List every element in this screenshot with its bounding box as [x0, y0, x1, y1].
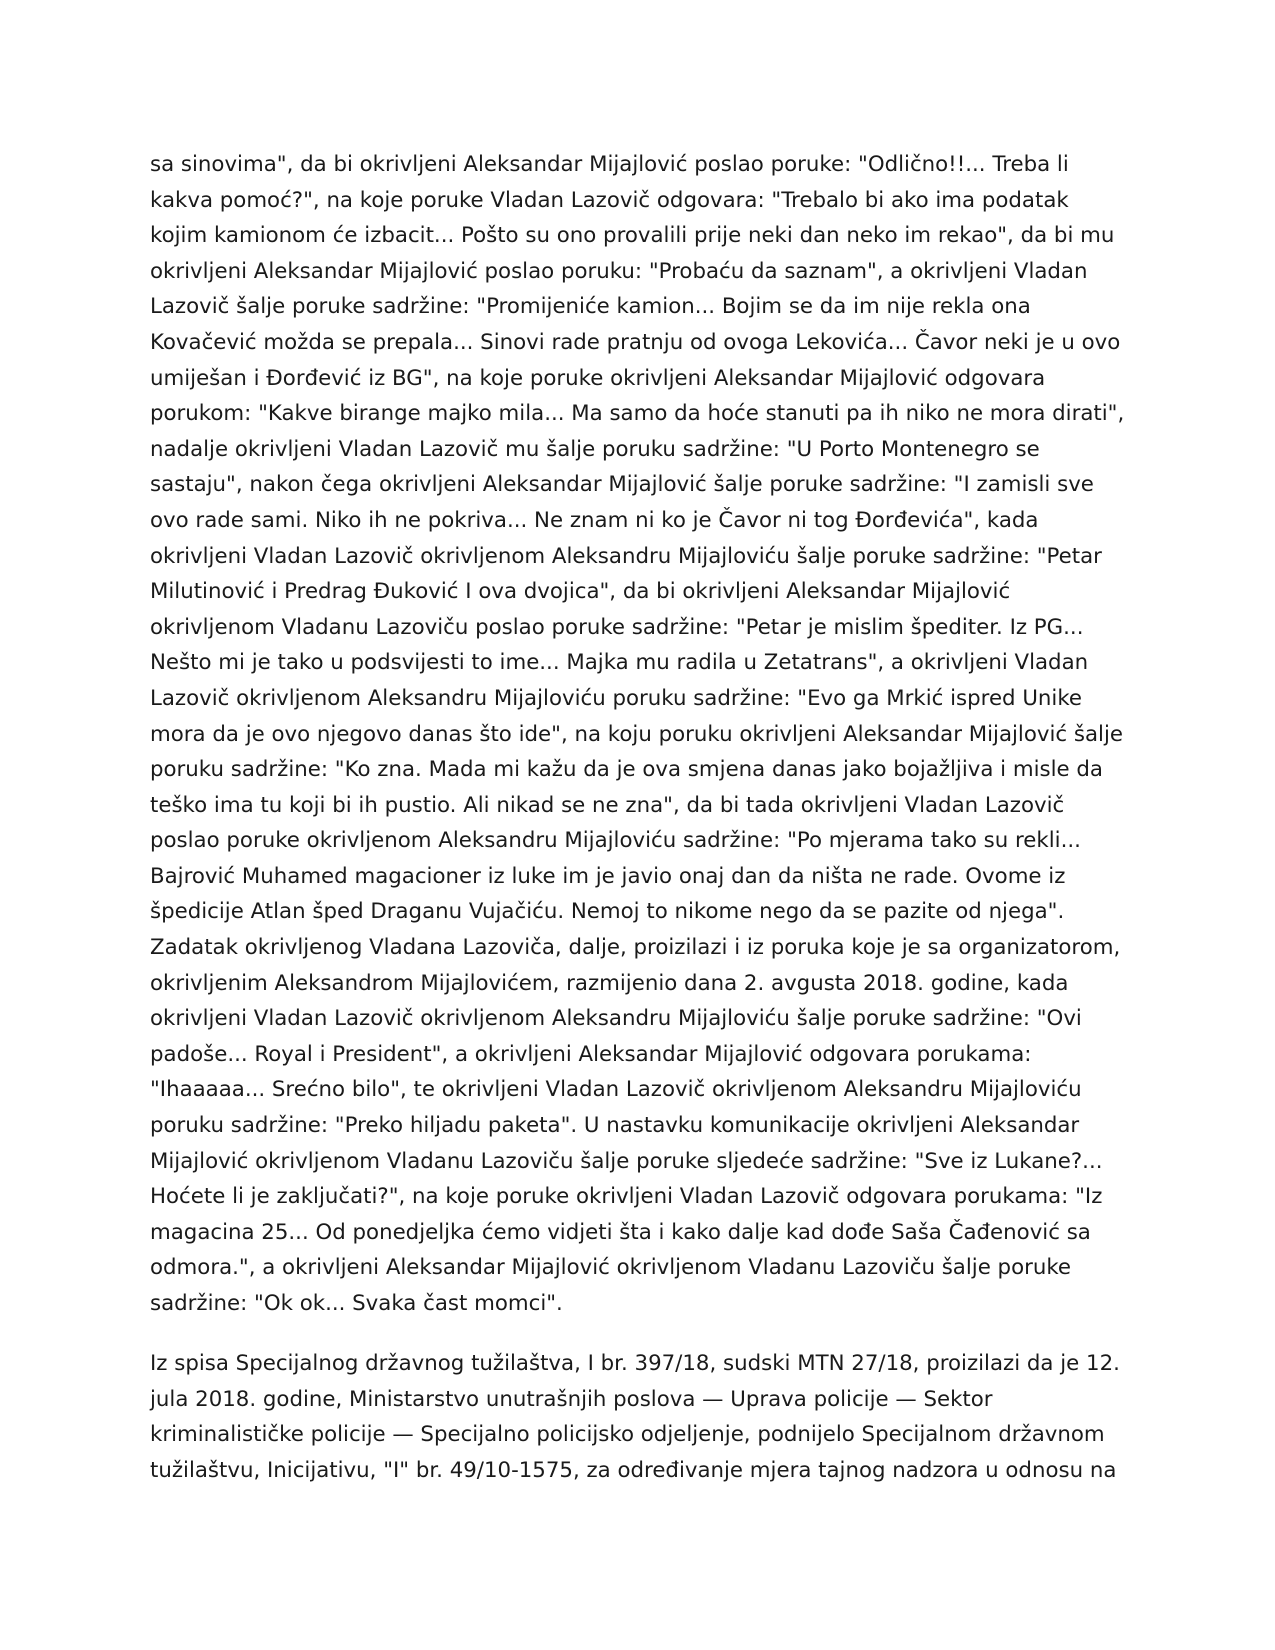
text-line: okrivljenim Aleksandrom Mijajlovićem, razmijenio dana 2. avgusta 2018. godine, kada: [150, 970, 1069, 996]
text-line: okrivljenom Vladanu Lazoviču poslao poruke sadržine: "Petar je mislim špediter. Iz PG...: [150, 614, 1084, 640]
text-line: mora da je ovo njegovo danas što ide", na koju poruku okrivljeni Aleksandar Mijajlović šalje: [150, 721, 1123, 747]
text-line: Mijajlović okrivljenom Vladanu Lazoviču šalje poruke sljedeće sadržine: "Sve iz Lukane?...: [150, 1148, 1103, 1174]
text-line: okrivljeni Vladan Lazovič okrivljenom Aleksandru Mijajloviću šalje poruke sadržine: "Ovi: [150, 1006, 1082, 1032]
text-line: Lazovič okrivljenom Aleksandru Mijajloviću poruku sadržine: "Evo ga Mrkić ispred Unike: [150, 685, 1083, 711]
text-line: kakva pomoć?", na koje poruke Vladan Lazovič odgovara: "Trebalo bi ako ima podatak: [150, 187, 1069, 213]
text-line: magacina 25... Od ponedjeljka ćemo vidjeti šta i kako dalje kad dođe Saša Čađenović sa: [150, 1219, 1091, 1245]
text-line: padoše... Royal i President", a okrivljeni Aleksandar Mijajlović odgovara porukama:: [150, 1041, 1032, 1067]
text-line: Milutinović i Predrag Đuković I ova dvojica", da bi okrivljeni Aleksandar Mijajlović: [150, 579, 1011, 605]
text-line: tužilaštvu, Inicijativu, "I" br. 49/10-1575, za određivanje mjera tajnog nadzora u odnosu na: [150, 1457, 1117, 1483]
text-line: poruku sadržine: "Ko zna. Mada mi kažu da je ova smjena danas jako bojažljiva i misle da: [150, 757, 1103, 783]
text-line: umiješan i Đorđević iz BG", na koje poruke okrivljeni Aleksandar Mijajlović odgovara: [150, 365, 1046, 391]
text-line: porukom: "Kakve birange majko mila... Ma samo da hoće stanuti pa ih niko ne mora dirati",: [150, 401, 1125, 427]
text-line: teško ima tu koji bi ih pustio. Ali nikad se ne zna", da bi tada okrivljeni Vladan Lazovič: [150, 792, 1065, 818]
text-line: "Ihaaaaa... Srećno bilo", te okrivljeni Vladan Lazovič okrivljenom Aleksandru Mijajloviću: [150, 1077, 1082, 1103]
body-paragraph-1: [150, 147, 1125, 1322]
text-line: sastaju", nakon čega okrivljeni Aleksandar Mijajlović šalje poruke sadržine: "I zamisli sve: [150, 472, 1094, 498]
text-line: sadržine: "Ok ok... Svaka čast momci".: [150, 1291, 563, 1316]
text-line: poruku sadržine: "Preko hiljadu paketa". U nastavku komunikacije okrivljeni Aleksandar: [150, 1113, 1080, 1139]
text-line: nadalje okrivljeni Vladan Lazovič mu šalje poruku sadržine: "U Porto Montenegro se: [150, 436, 1040, 462]
text-line: okrivljeni Aleksandar Mijajlović poslao poruku: "Probaću da saznam", a okrivljeni Vladan: [150, 258, 1088, 284]
text-line: Kovačević možda se prepala... Sinovi rade pratnju od ovoga Lekovića... Čavor neki je u ovo: [150, 329, 1121, 355]
text-line: okrivljeni Vladan Lazovič okrivljenom Aleksandru Mijajloviću šalje poruke sadržine: "Petar: [150, 543, 1102, 569]
text-line: kriminalističke policije — Specijalno policijsko odjeljenje, podnijelo Specijalnom državnom: [150, 1422, 1105, 1448]
body-paragraph-2: [150, 1346, 1125, 1488]
text-line: ovo rade sami. Niko ih ne pokriva... Ne znam ni ko je Čavor ni tog Đorđevića", kada: [150, 507, 1039, 533]
text-line: Bajrović Muhamed magacioner iz luke im je javio onaj dan da ništa ne rade. Ovome iz: [150, 863, 1066, 889]
text-line: odmora.", a okrivljeni Aleksandar Mijajlović okrivljenom Vladanu Lazoviču šalje poruke: [150, 1255, 1072, 1281]
text-line: Zadatak okrivljenog Vladana Lazoviča, dalje, proizilazi i iz poruka koje je sa organizatorom,: [150, 935, 1121, 961]
text-line: jula 2018. godine, Ministarstvo unutrašnjih poslova — Uprava policije — Sektor: [150, 1386, 993, 1412]
text-line: Hoćete li je zaključati?", na koje poruke okrivljeni Vladan Lazovič odgovara porukama: "Iz: [150, 1184, 1103, 1210]
text-line: Iz spisa Specijalnog državnog tužilaštva, I br. 397/18, sudski MTN 27/18, proizilazi da je 12.: [150, 1351, 1120, 1376]
text-line: poslao poruke okrivljenom Aleksandru Mijajloviću sadržine: "Po mjerama tako su rekli...: [150, 828, 1081, 854]
text-line: sa sinovima", da bi okrivljeni Aleksandar Mijajlović poslao poruke: "Odlično!!... Treba li: [150, 152, 1069, 177]
text-line: Lazovič šalje poruke sadržine: "Promijeniće kamion... Bojim se da im nije rekla ona: [150, 294, 1031, 320]
text-line: Nešto mi je tako u podsvijesti to ime... Majka mu radila u Zetatrans", a okrivljeni Vladan: [150, 650, 1089, 676]
text-line: špedicije Atlan šped Draganu Vujačiću. Nemoj to nikome nego da se pazite od njega".: [150, 899, 1065, 925]
text-line: kojim kamionom će izbacit... Pošto su ono provalili prije neki dan neko im rekao", da bi mu: [150, 223, 1115, 249]
